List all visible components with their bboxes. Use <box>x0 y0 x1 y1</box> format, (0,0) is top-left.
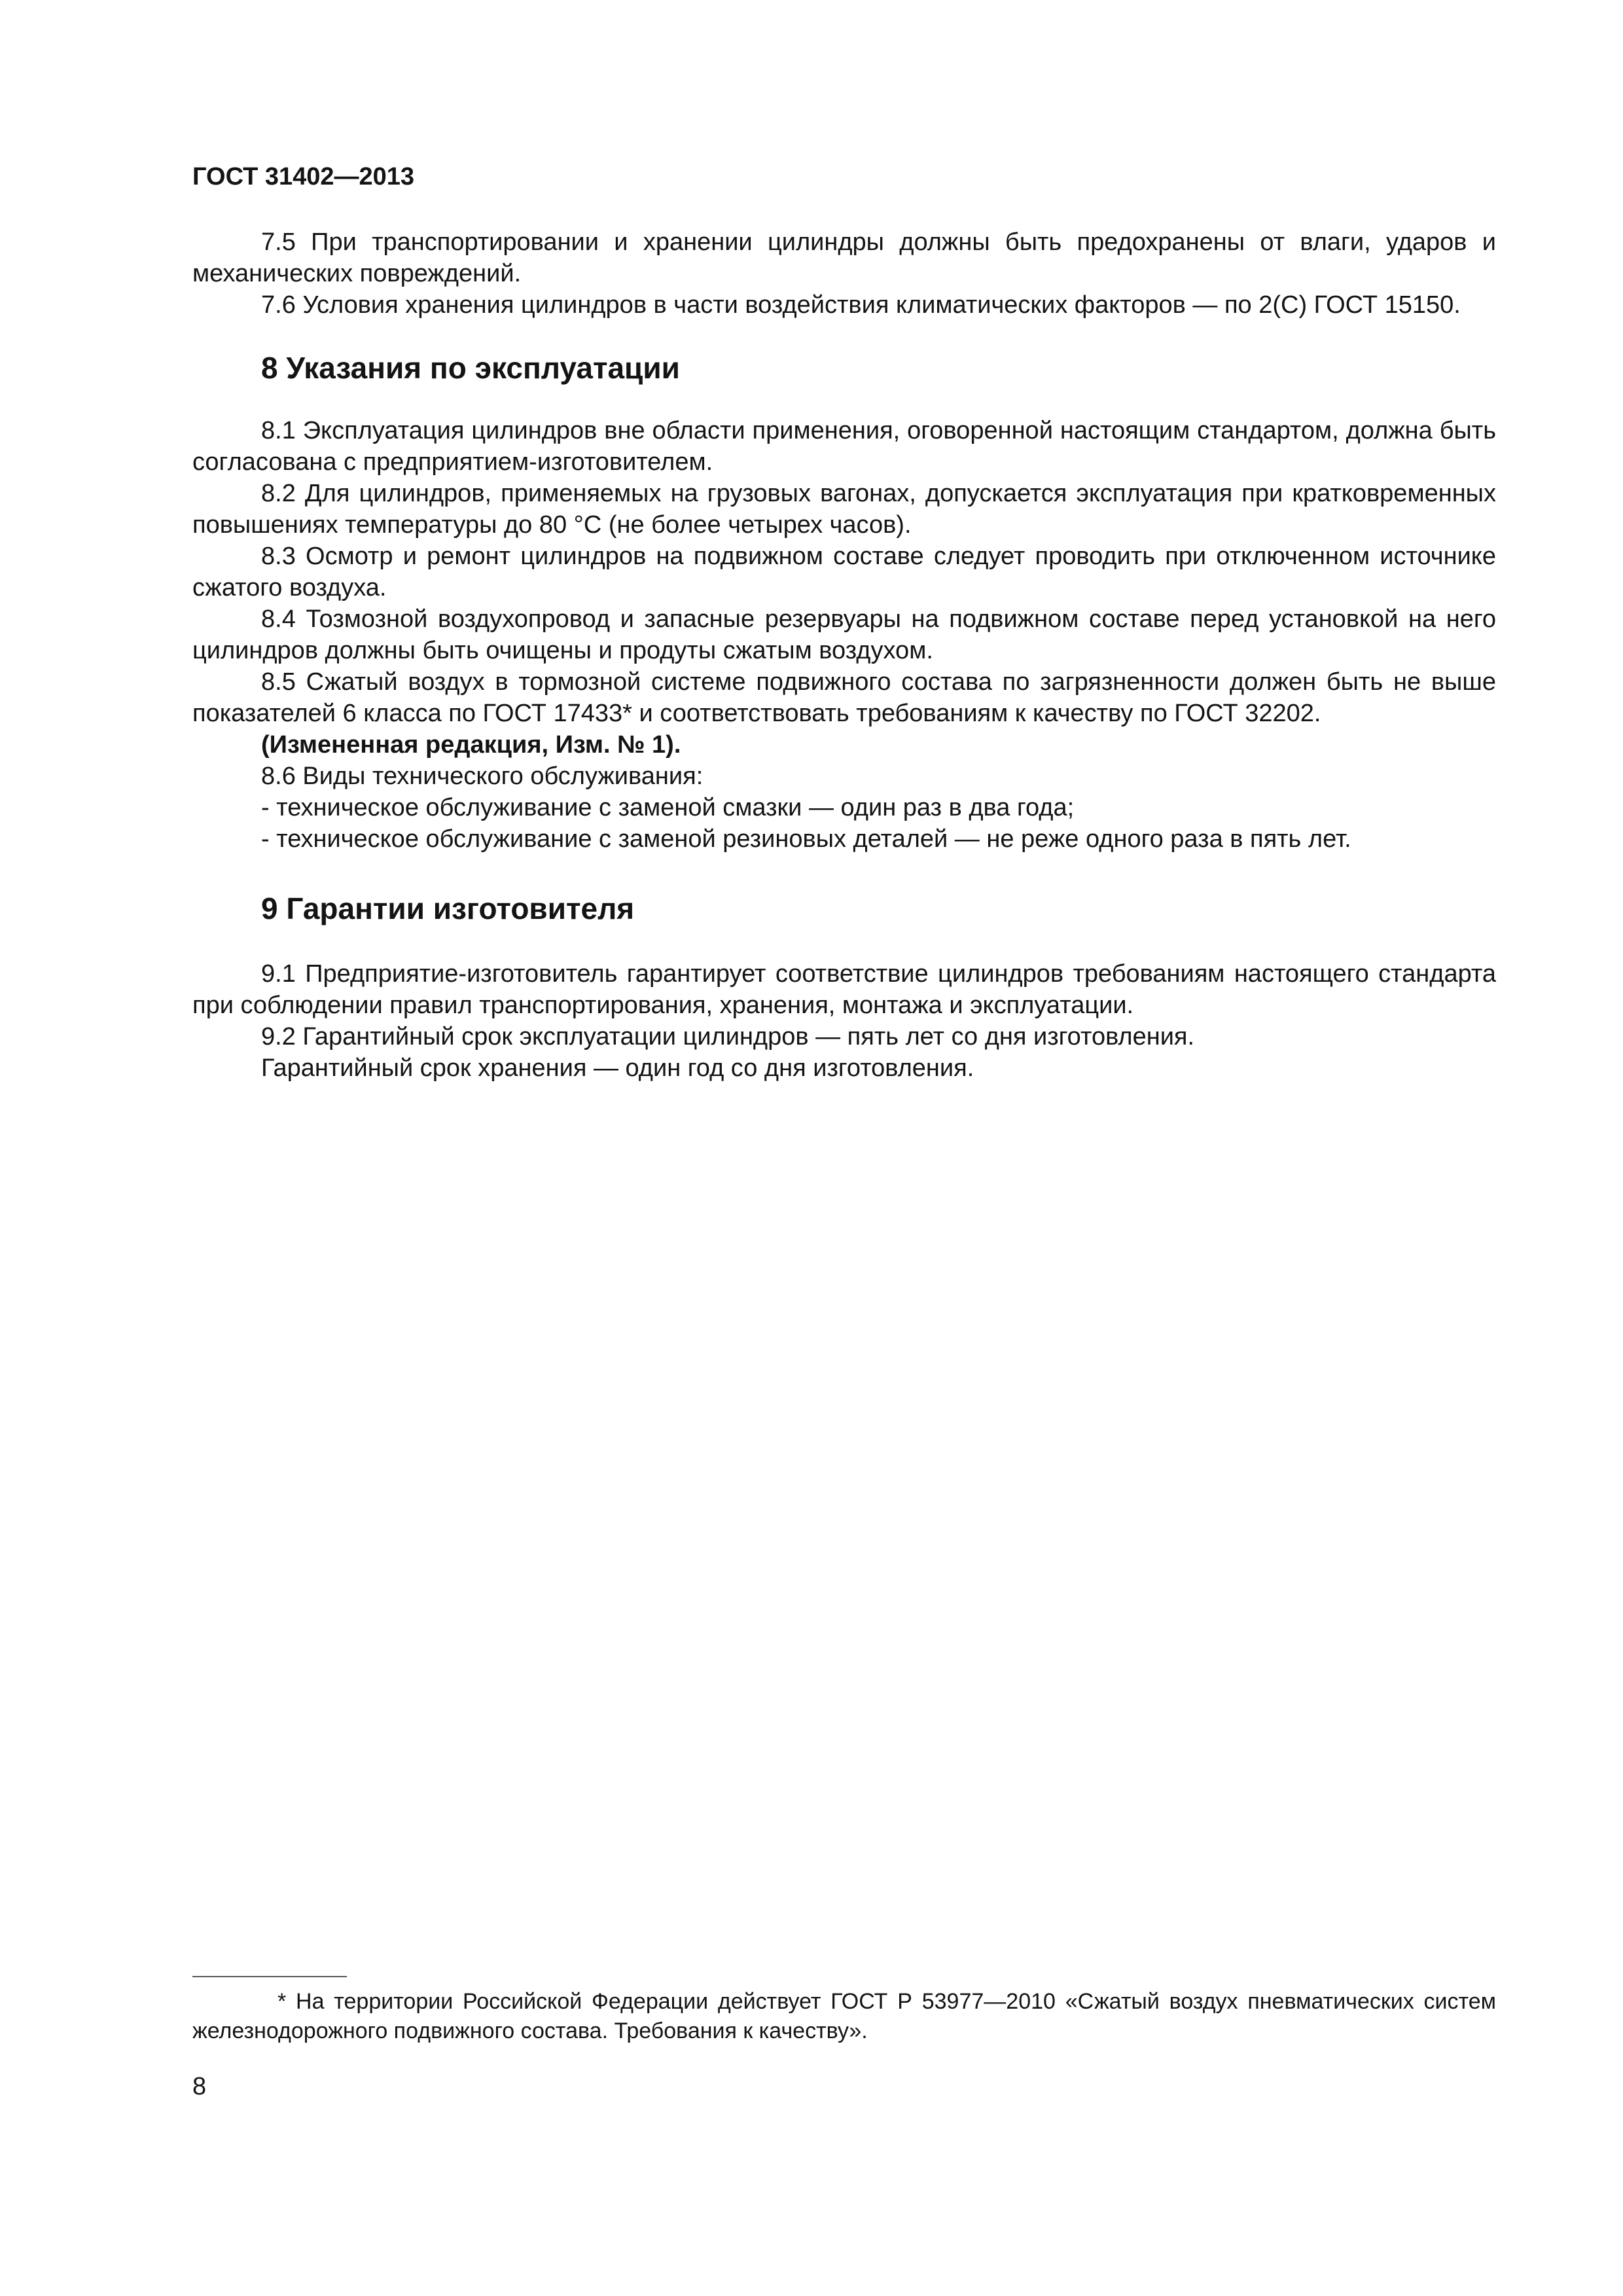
paragraph-8-4: 8.4 Тозмозной воздухопровод и запасные резервуары на подвижном составе перед установкой на него цилиндров должны быть очищены и продуты сжатым воздухом. <box>192 605 1496 664</box>
paragraph-8-2: 8.2 Для цилиндров, применяемых на грузовых вагонах, допускается эксплуатация при кратковременных повышениях температуры до 80 °С (не более четырех часов). <box>192 480 1496 539</box>
list-item: - техническое обслуживание с заменой резиновых деталей — не реже одного раза в пять лет. <box>261 825 1351 853</box>
paragraph-9-3: Гарантийный срок хранения — один год со дня изготовления. <box>261 1054 974 1082</box>
page-number: 8 <box>192 2073 207 2100</box>
paragraph-9-2: 9.2 Гарантийный срок эксплуатации цилиндров — пять лет со дня изготовления. <box>261 1023 1195 1050</box>
document-code: ГОСТ 31402—2013 <box>192 163 415 190</box>
paragraph-8-6: 8.6 Виды технического обслуживания: <box>261 762 704 790</box>
paragraph-9-1: 9.1 Предприятие-изготовитель гарантирует соответствие цилиндров требованиям настоящего стандарта при соблюдении правил транспортирования, хранения, монтажа и эксплуатации. <box>192 960 1496 1019</box>
paragraph-7-6: 7.6 Условия хранения цилиндров в части воздействия климатических факторов — по 2(С) ГОСТ 15150. <box>261 291 1461 319</box>
section-9-heading: 9 Гарантии изготовителя <box>261 891 635 925</box>
document-body <box>192 226 1496 1084</box>
paragraph-8-1: 8.1 Эксплуатация цилиндров вне области применения, оговоренной настоящим стандартом, должна быть согласована с предприятием-изготовителем. <box>192 417 1496 476</box>
paragraph-8-5: 8.5 Сжатый воздух в тормозной системе подвижного состава по загрязненности должен быть не выше показателей 6 класса по ГОСТ 17433* и соответствовать требованиям к качеству по ГОСТ 32202. <box>192 668 1496 727</box>
footnote-separator <box>192 1976 347 1977</box>
paragraph-7-5: 7.5 При транспортировании и хранении цилиндры должны быть предохранены от влаги, ударов и механических повреждений. <box>192 228 1496 287</box>
section-8-heading: 8 Указания по эксплуатации <box>261 351 680 385</box>
list-item: - техническое обслуживание с заменой смазки — один раз в два года; <box>261 794 1075 821</box>
amendment-note: (Измененная редакция, Изм. № 1). <box>261 731 681 759</box>
footnote: * На территории Российской Федерации действует ГОСТ Р 53977—2010 «Сжатый воздух пневматических систем железнодорожного подвижного состава. Требования к качеству». <box>192 1989 1496 2043</box>
paragraph-8-3: 8.3 Осмотр и ремонт цилиндров на подвижном составе следует проводить при отключенном источнике сжатого воздуха. <box>192 543 1496 601</box>
